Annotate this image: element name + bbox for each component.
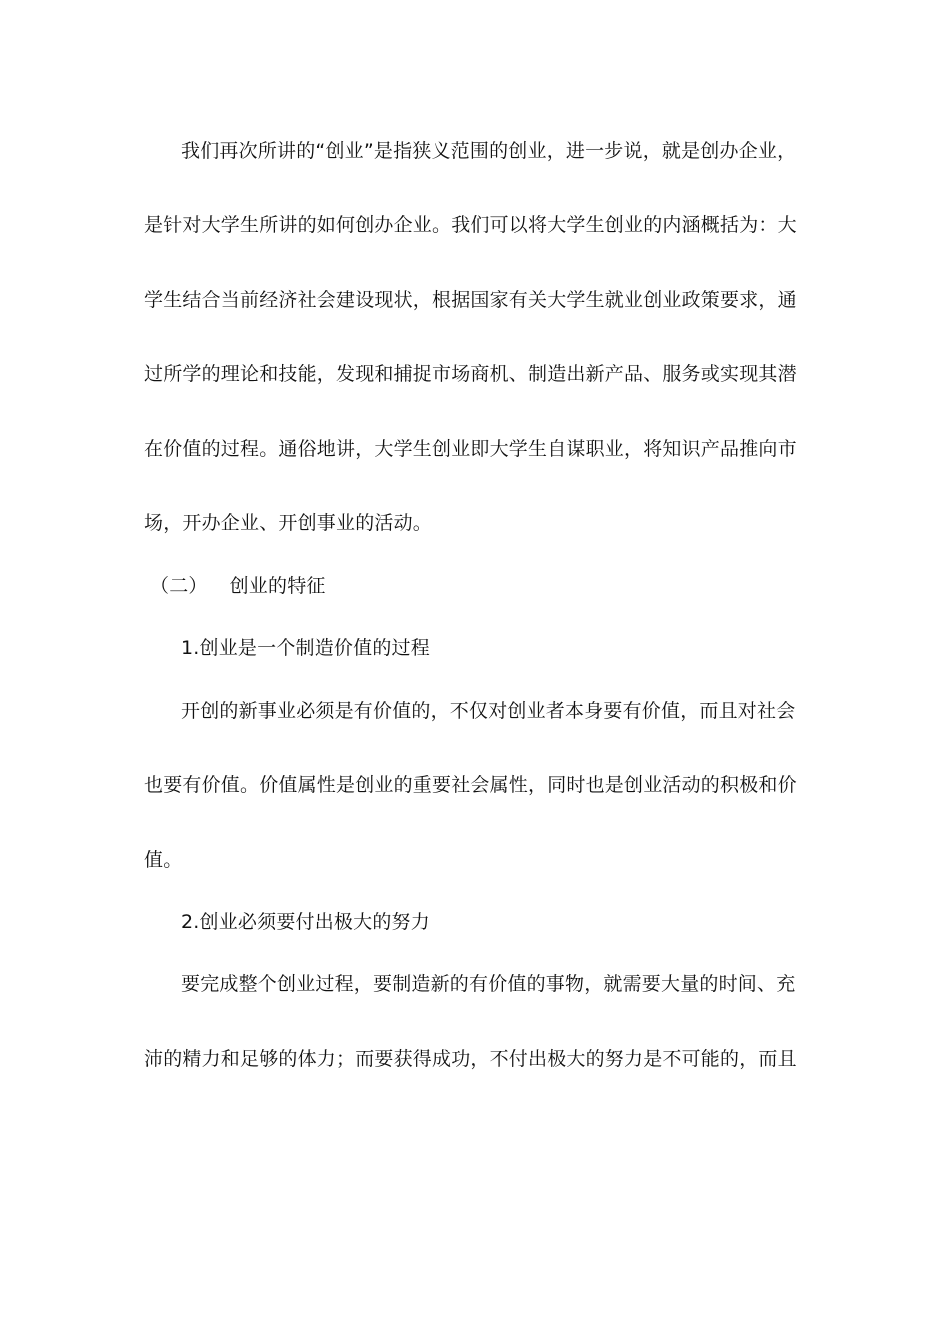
paragraph-2-line-2: 也要有价值。价值属性是创业的重要社会属性，同时也是创业活动的积极和价 [144,774,797,796]
item-2-heading: 2.创业必须要付出极大的努力 [181,911,430,933]
section-title: 创业的特征 [229,575,326,597]
paragraph-1-line-6: 场，开办企业、开创事业的活动。 [144,512,433,534]
paragraph-1-line-4: 过所学的理论和技能，发现和捕捉市场商机、制造出新产品、服务或实现其潜 [144,363,797,385]
paragraph-1-line-3: 学生结合当前经济社会建设现状，根据国家有关大学生就业创业政策要求，通 [144,289,797,311]
paragraph-1-line-2: 是针对大学生所讲的如何创办企业。我们可以将大学生创业的内涵概括为：大 [144,214,797,236]
paragraph-1-line-1: 我们再次所讲的“创业”是指狭义范围的创业，进一步说，就是创办企业， [181,140,797,162]
paragraph-2-line-3: 值。 [144,849,183,871]
paragraph-2-line-1: 开创的新事业必须是有价值的，不仅对创业者本身要有价值，而且对社会 [181,700,796,722]
paragraph-1-line-5: 在价值的过程。通俗地讲，大学生创业即大学生自谋职业，将知识产品推向市 [144,438,797,460]
item-1-heading: 1.创业是一个制造价值的过程 [181,637,430,659]
section-number: （二） [150,575,208,597]
paragraph-3-line-1: 要完成整个创业过程，要制造新的有价值的事物，就需要大量的时间、充 [181,973,796,995]
section-heading [150,574,326,598]
paragraph-3-line-2: 沛的精力和足够的体力；而要获得成功，不付出极大的努力是不可能的，而且 [144,1048,797,1070]
